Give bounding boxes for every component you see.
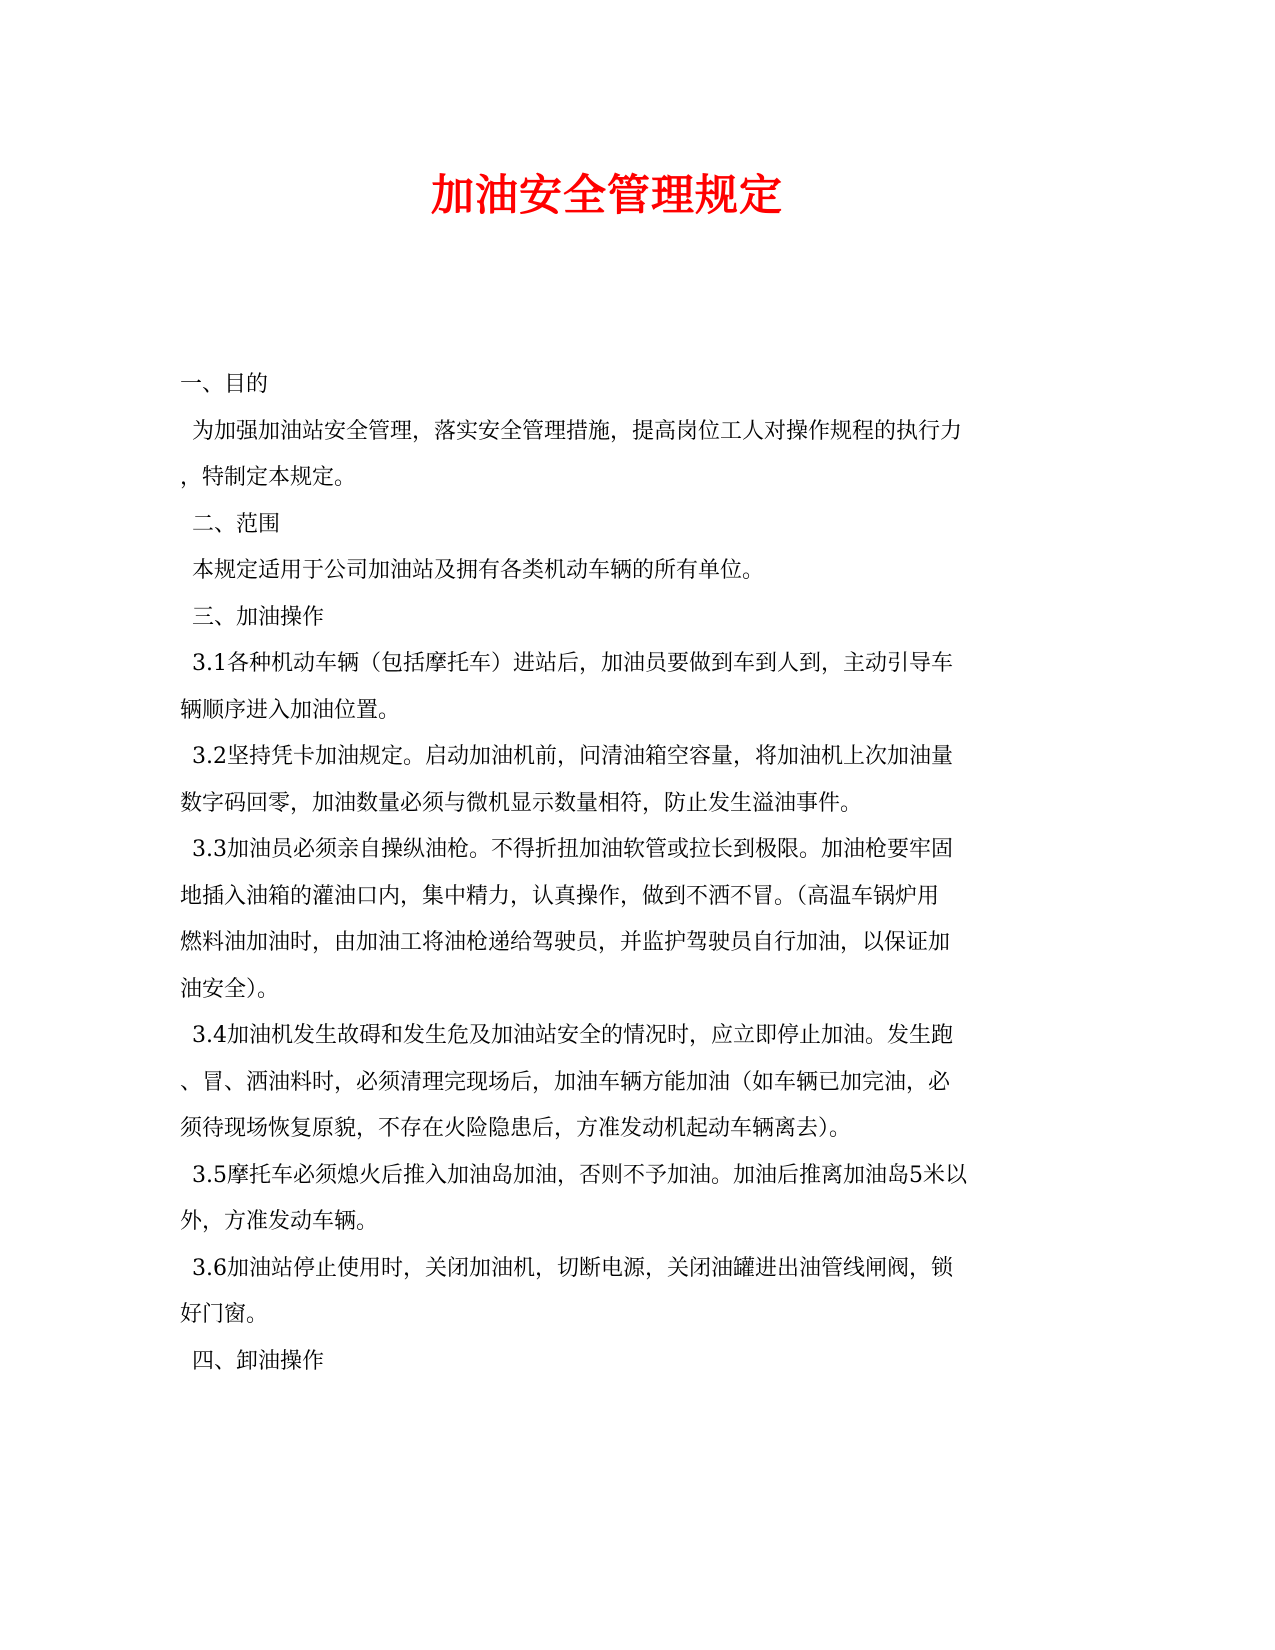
paragraph-line: 外，方准发动车辆。	[180, 1209, 379, 1234]
paragraph-line: 地插入油箱的灌油口内，集中精力，认真操作，做到不洒不冒。（高温车锅炉用	[180, 883, 940, 909]
paragraph-line: 燃料油加油时，由加油工将油枪递给驾驶员，并监护驾驶员自行加油，以保证加	[180, 930, 951, 955]
paragraph-line: 3.5摩托车必须熄火后推入加油岛加油，否则不予加油。加油后推离加油岛5米以	[192, 1162, 967, 1188]
paragraph-line: 3.1各种机动车辆（包括摩托车）进站后，加油员要做到车到人到，主动引导车	[192, 651, 953, 676]
section-heading-refueling: 三、加油操作	[192, 604, 325, 630]
paragraph-line: 好门窗。	[180, 1302, 269, 1327]
section-heading-purpose: 一、目的	[180, 372, 269, 397]
section-heading-scope: 二、范围	[192, 511, 281, 537]
section-heading-unloading: 四、卸油操作	[192, 1348, 325, 1374]
paragraph-line: ，特制定本规定。	[180, 465, 357, 490]
paragraph-line: 3.3加油员必须亲自操纵油枪。不得折扭加油软管或拉长到极限。加油枪要牢固	[192, 837, 953, 862]
paragraph-line: 数字码回零，加油数量必须与微机显示数量相符，防止发生溢油事件。	[180, 790, 863, 816]
document-title: 加油安全管理规定	[431, 171, 783, 221]
paragraph-line: 、冒、洒油料时，必须清理完现场后，加油车辆方能加油（如车辆已加完油，必	[180, 1069, 951, 1095]
paragraph-line: 本规定适用于公司加油站及拥有各类机动车辆的所有单位。	[192, 558, 765, 583]
paragraph-line: 3.2坚持凭卡加油规定。启动加油机前，问清油箱空容量，将加油机上次加油量	[192, 744, 953, 769]
paragraph-line: 辆顺序进入加油位置。	[180, 697, 401, 723]
paragraph-line: 油安全）。	[180, 976, 280, 1002]
paragraph-line: 3.6加油站停止使用时，关闭加油机，切断电源，关闭油罐进出油管线闸阀，锁	[192, 1255, 953, 1281]
paragraph-line: 须待现场恢复原貌，不存在火险隐患后，方准发动机起动车辆离去）。	[180, 1116, 852, 1141]
paragraph-line: 为加强加油站安全管理，落实安全管理措施，提高岗位工人对操作规程的执行力	[192, 418, 963, 444]
document-body	[180, 362, 1028, 1385]
paragraph-line: 3.4加油机发生故碍和发生危及加油站安全的情况时，应立即停止加油。发生跑	[192, 1023, 953, 1048]
